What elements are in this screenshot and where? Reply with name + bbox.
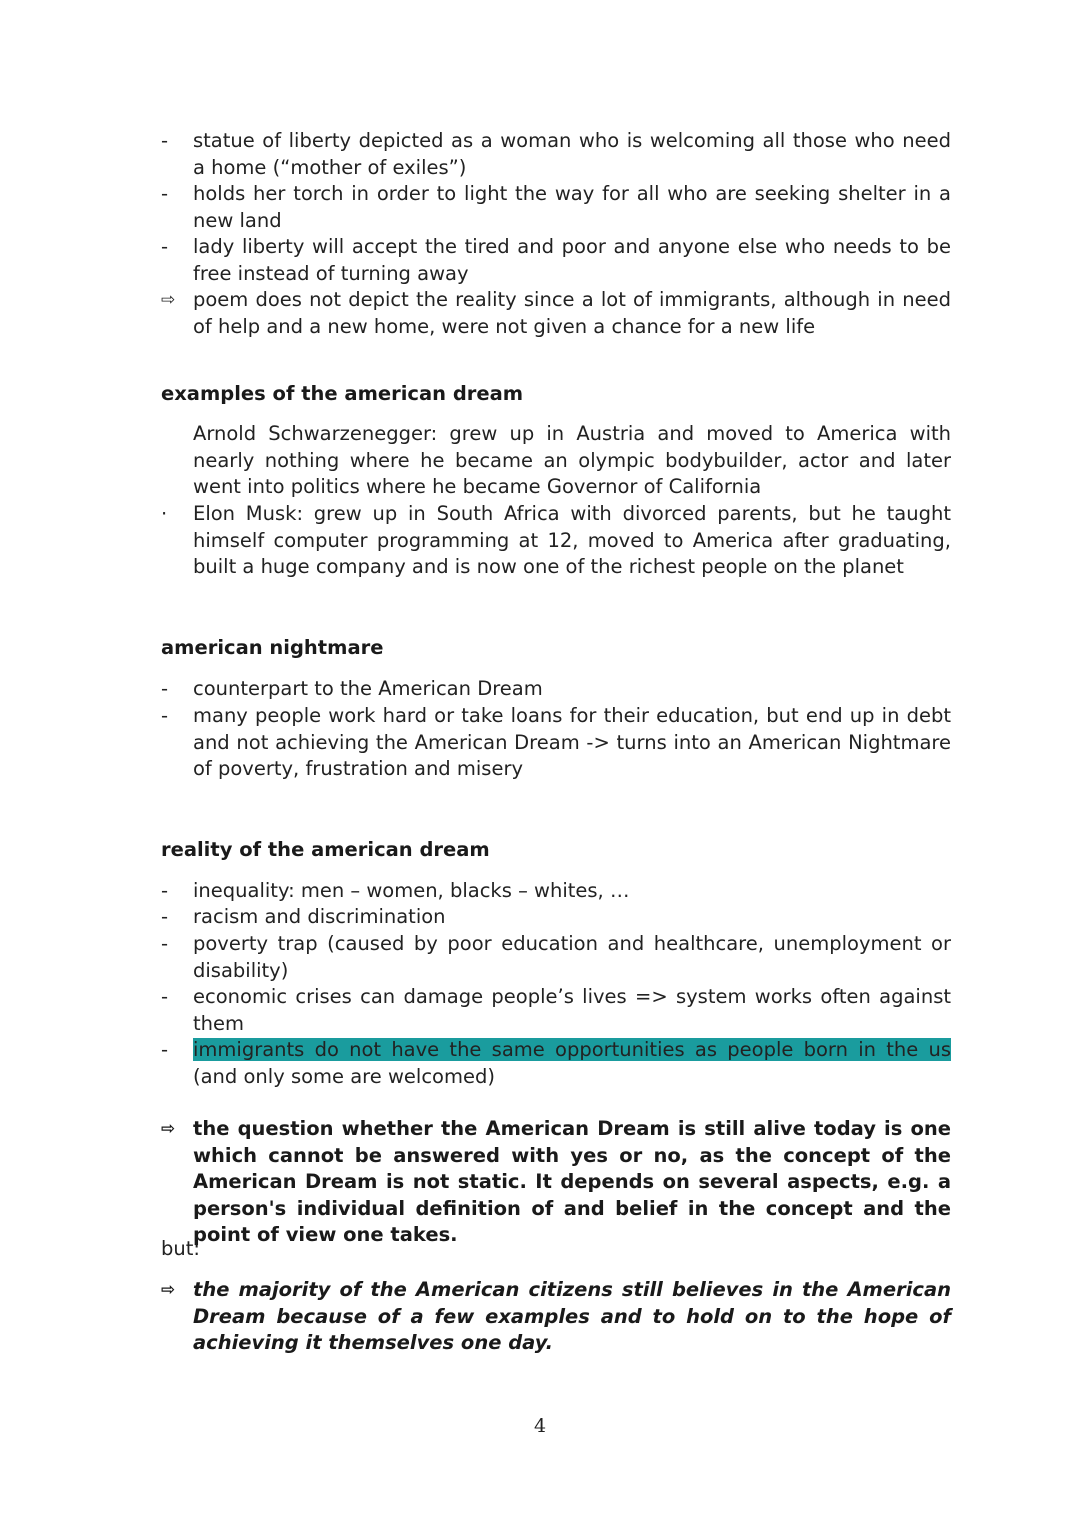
section-heading-examples: examples of the american dream: [161, 382, 524, 405]
final-text: the majority of the American citizens still believes in the American Dream because of a few examples and to hold on to the hope of achieving it themselves one day.: [193, 1278, 951, 1354]
bullet-text: holds her torch in order to light the way for all who are seeking shelter in a new land: [193, 182, 951, 232]
arrow-icon: ⇨: [161, 1280, 176, 1300]
bullet-marker: -: [161, 879, 169, 902]
bullet-text: poverty trap (caused by poor education and healthcare, unemployment or disability): [193, 932, 951, 982]
bullet-marker: -: [161, 932, 169, 955]
bullet-text: poem does not depict the reality since a lot of immigrants, although in need of help and a new home, were not given a chance for a new life: [193, 288, 951, 338]
bullet-marker: -: [161, 985, 169, 1008]
bullet-text-rest: (and only some are welcomed): [193, 1064, 495, 1088]
bullet-marker: -: [161, 182, 169, 205]
bullet-text: Arnold Schwarzenegger: grew up in Austria and moved to America with nearly nothing where he became an olympic bodybuilder, actor and later went into politics where he became Governor of California: [193, 422, 951, 498]
bullet-text: inequality: men – women, blacks – whites, …: [193, 879, 630, 902]
bullet-marker: -: [161, 129, 169, 152]
bullet-marker: -: [161, 1038, 169, 1061]
section-heading-reality: reality of the american dream: [161, 838, 490, 861]
highlighted-text: immigrants do not have the same opportunities as people born in the us: [193, 1038, 951, 1061]
bullet-marker: -: [161, 677, 169, 700]
bullet-text: statue of liberty depicted as a woman who is welcoming all those who need a home (“mother of exiles”): [193, 129, 951, 179]
bullet-text: many people work hard or take loans for their education, but end up in debt and not achieving the American Dream -> turns into an American Nightmare of poverty, frustration and misery: [193, 704, 951, 780]
conclusion-text: the question whether the American Dream is still alive today is one which cannot be answered with yes or no, as the concept of the American Dream is not static. It depends on several aspects, e.g. a person's individual definition of and belief in the concept and the point of view one takes.: [193, 1117, 951, 1246]
bullet-text: counterpart to the American Dream: [193, 677, 543, 700]
page-number: 4: [533, 1415, 547, 1437]
but-label: but:: [161, 1237, 200, 1260]
bullet-marker: -: [161, 905, 169, 928]
bullet-text: [193, 1037, 951, 1090]
bullet-marker: ·: [161, 502, 168, 525]
arrow-icon: ⇨: [161, 290, 176, 310]
bullet-text: racism and discrimination: [193, 905, 446, 928]
bullet-marker: -: [161, 235, 169, 258]
arrow-icon: ⇨: [161, 1119, 176, 1139]
bullet-text: Elon Musk: grew up in South Africa with divorced parents, but he taught himself computer programming at 12, moved to America after graduating, built a huge company and is now one of the richest people on the planet: [193, 502, 951, 578]
bullet-text: lady liberty will accept the tired and poor and anyone else who needs to be free instead of turning away: [193, 235, 951, 285]
section-heading-nightmare: american nightmare: [161, 636, 384, 659]
bullet-marker: -: [161, 704, 169, 727]
bullet-text: economic crises can damage people’s lives => system works often against them: [193, 985, 951, 1035]
